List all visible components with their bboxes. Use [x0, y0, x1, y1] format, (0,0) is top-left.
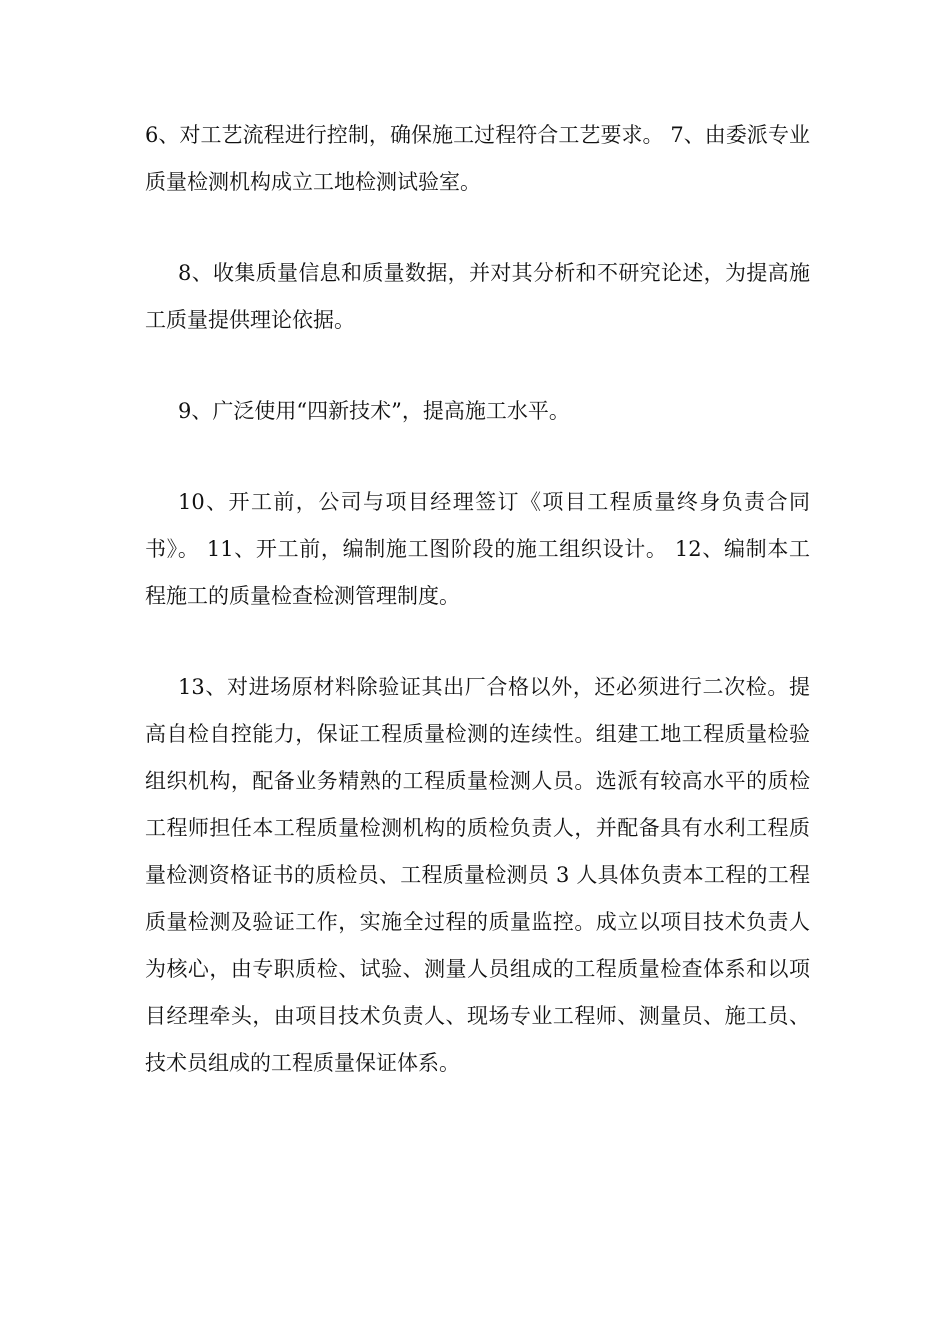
paragraph-8: 8、收集质量信息和质量数据，并对其分析和不研究论述，为提高施工质量提供理论依据。 [145, 261, 810, 332]
paragraph-9: 9、广泛使用“四新技术”，提高施工水平。 [178, 399, 570, 423]
paragraph-6-7: 6、对工艺流程进行控制，确保施工过程符合工艺要求。 7、由委派专业质量检测机构成立工地检测试验室。 [145, 123, 810, 194]
document-body [145, 112, 810, 1131]
paragraph-13: 13、对进场原材料除验证其出厂合格以外，还必须进行二次检。提高自检自控能力，保证工程质量检测的连续性。组建工地工程质量检验组织机构，配备业务精熟的工程质量检测人员。选派有较高水平的质检工程师担任本工程质量检测机构的质检负责人，并配备具有水利工程质量检测资格证书的质检员、工程质量检测员 3 人具体负责本工程的工程质量检测及验证工作，实施全过程的质量监控。成立以项目技术负责人为核心，由专职质检、试验、测量人员组成的工程质量检查体系和以项目经理牵头，由项目技术负责人、现场专业工程师、测量员、施工员、技术员组成的工程质量保证体系。 [145, 675, 810, 1075]
paragraph-10-12: 10、开工前，公司与项目经理签订《项目工程质量终身负责合同书》。 11、开工前，编制施工图阶段的施工组织设计。 12、编制本工程施工的质量检查检测管理制度。 [145, 490, 810, 608]
